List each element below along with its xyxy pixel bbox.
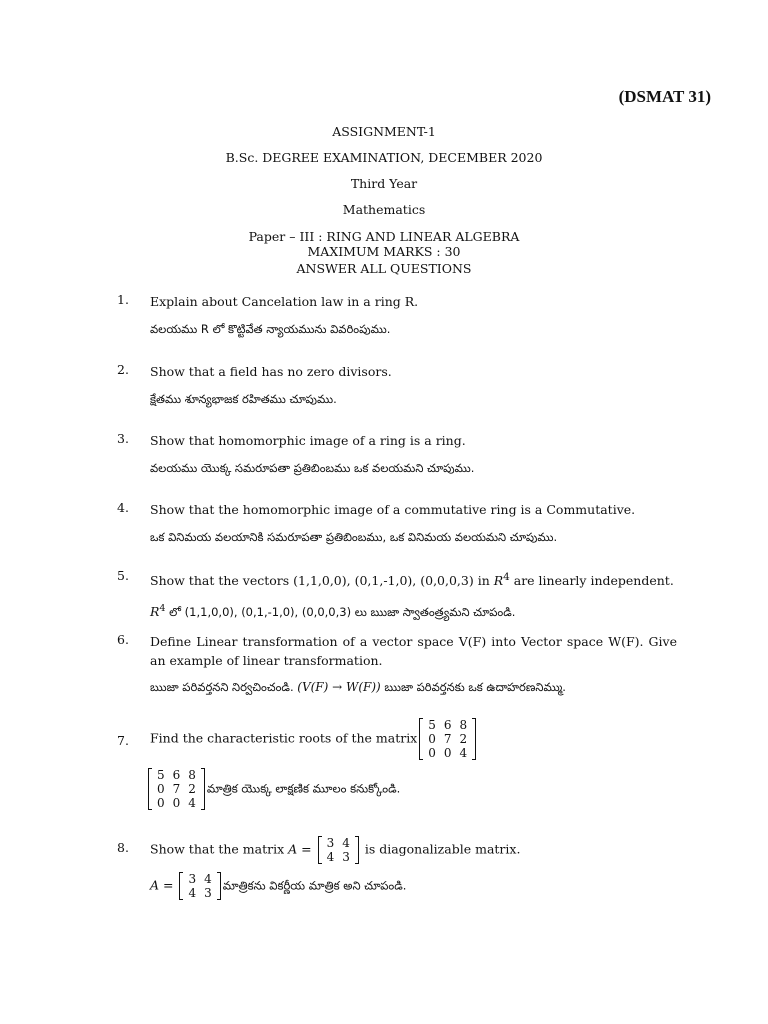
matrix	[318, 836, 359, 864]
question-text-part: లో (1,1,0,0), (0,1,-1,0), (0,0,0,3) లు ఋజా స్వాతంత్ర్యమని చూపండి.	[165, 604, 516, 619]
question-number: 5.	[117, 568, 129, 583]
matrix-cell: 4	[188, 886, 197, 900]
matrix-cell: 0	[428, 746, 436, 760]
question-text-te	[150, 872, 677, 900]
matrix-cell: 4	[188, 796, 196, 810]
question-number: 1.	[117, 292, 129, 307]
question-text-part: are linearly independent.	[509, 573, 674, 589]
matrix-cell: 4	[342, 836, 350, 850]
paper-code: (DSMAT 31)	[618, 87, 711, 106]
year-label: Third Year	[350, 176, 418, 191]
matrix-cell: 4	[459, 746, 468, 760]
question-text-en	[150, 568, 677, 590]
question-number: 7.	[117, 733, 129, 748]
question-text-en: Show that the homomorphic image of a commutative ring is a Commutative.	[150, 502, 636, 517]
question-text-part: మాత్రిక యొక్క లాక్షణిక మూలం కనుక్కోండి.	[206, 781, 401, 796]
question-text-en: Define Linear transformation of a vector space V(F) into Vector space W(F). Give an example of linear transformation.	[150, 634, 677, 668]
math-symbol: R	[150, 603, 160, 619]
question-text-part: మాత్రికను వికర్ణీయ మాత్రిక అని చూపండి.	[222, 878, 407, 893]
matrix-cell: 2	[188, 782, 196, 796]
matrix-cell: 4	[326, 850, 335, 864]
question-text-te: ఒక వినిమయ వలయానికి సమరూపతా ప్రతిబింబము, ఒక వినిమయ వలయమని చూపుము.	[150, 530, 558, 544]
matrix-cell: 3	[342, 850, 350, 864]
matrix-cell: 3	[326, 836, 335, 850]
question-text-te	[146, 768, 677, 810]
question-text-en: Show that a field has no zero divisors.	[150, 364, 392, 379]
assignment-title: ASSIGNMENT-1	[332, 124, 436, 139]
math-superscript: 4	[503, 571, 510, 583]
question-text-en: Explain about Cancelation law in a ring R.	[150, 294, 419, 309]
question-number: 4.	[117, 500, 129, 515]
question-text-part: ఋజా పరివర్తనని నిర్వచించండి.	[150, 680, 298, 694]
math-symbol: A =	[288, 841, 316, 857]
matrix-cell: 0	[443, 746, 452, 760]
math-superscript: 4	[159, 603, 166, 615]
matrix	[148, 768, 205, 810]
matrix-cell: 8	[459, 718, 468, 732]
question-text-en	[150, 718, 677, 760]
question-text-en	[150, 836, 677, 864]
matrix-cell: 8	[188, 768, 196, 782]
matrix-cell: 7	[443, 732, 452, 746]
matrix-cell: 4	[204, 872, 212, 886]
paper-title: Paper – III : RING AND LINEAR ALGEBRA	[248, 229, 520, 244]
instruction: ANSWER ALL QUESTIONS	[296, 261, 472, 276]
question-number: 8.	[117, 840, 129, 855]
matrix-cell: 5	[428, 718, 436, 732]
question-number: 2.	[117, 362, 129, 377]
question-number: 6.	[117, 632, 129, 647]
matrix	[179, 872, 220, 900]
question-text-te	[150, 599, 677, 622]
question-text-te: వలయము యొక్క సమరూపతా ప్రతిబింబము ఒక వలయమని చూపుము.	[150, 461, 475, 475]
math-symbol: A =	[150, 877, 178, 893]
matrix-cell: 7	[172, 782, 181, 796]
subject-label: Mathematics	[342, 202, 426, 217]
matrix-cell: 2	[459, 732, 468, 746]
question-number: 3.	[117, 431, 129, 446]
matrix-cell: 6	[443, 718, 452, 732]
exam-title: B.Sc. DEGREE EXAMINATION, DECEMBER 2020	[225, 150, 543, 165]
max-marks: MAXIMUM MARKS : 30	[307, 244, 461, 259]
question-text-en: Show that homomorphic image of a ring is a ring.	[150, 433, 466, 448]
matrix-cell: 0	[172, 796, 181, 810]
math-expression: (V(F) → W(F))	[297, 680, 381, 694]
question-text-part: ఋజా పరివర్తనకు ఒక ఉదాహరణనిమ్ము.	[380, 680, 566, 694]
matrix-cell: 3	[204, 886, 212, 900]
question-text-part: is diagonalizable matrix.	[360, 841, 521, 857]
question-text-part: Show that the vectors (1,1,0,0), (0,1,-1,0), (0,0,0,3) in	[150, 573, 494, 589]
matrix-cell: 5	[157, 768, 165, 782]
question-text-part: Find the characteristic roots of the matrix	[150, 730, 418, 746]
matrix	[419, 718, 476, 760]
question-text-te: క్షేతము శూన్యభాజక రహితము చూపుము.	[150, 392, 337, 406]
matrix-cell: 6	[172, 768, 181, 782]
matrix-cell: 0	[428, 732, 436, 746]
question-text-part: Show that the matrix	[150, 841, 289, 857]
matrix-cell: 0	[157, 782, 165, 796]
matrix-cell: 0	[157, 796, 165, 810]
question-text-te: వలయము R లో కొట్టివేత న్యాయమును వివరింపుము.	[150, 322, 391, 336]
matrix-cell: 3	[188, 872, 197, 886]
math-symbol: R	[493, 573, 504, 589]
question-text-te	[150, 678, 677, 697]
